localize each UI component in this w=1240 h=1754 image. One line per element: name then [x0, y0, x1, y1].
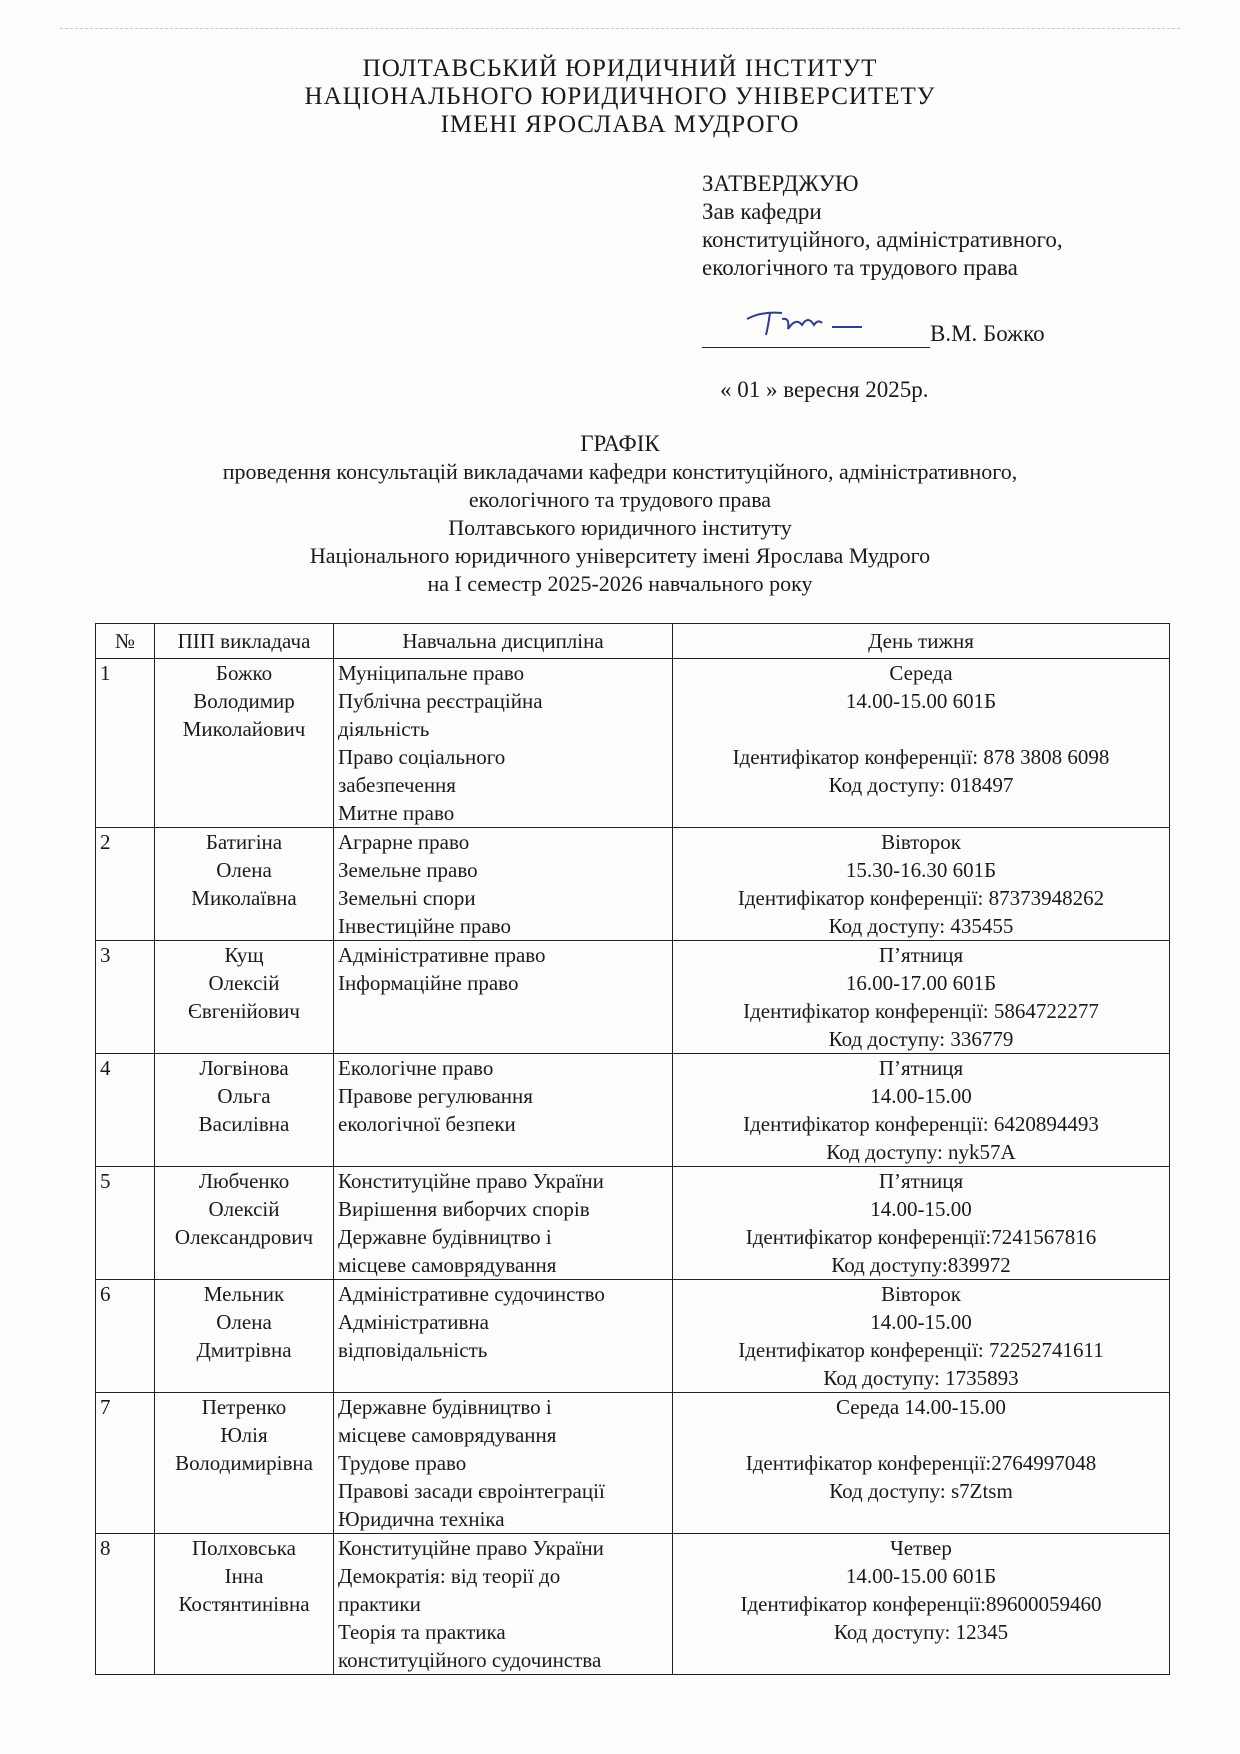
title-line-2: екологічного та трудового права — [468, 487, 772, 512]
discipline-list-line: Правові засади євроінтеграції — [338, 1479, 605, 1503]
teacher-name-line: Божко — [215, 661, 273, 685]
institution-header — [0, 55, 1240, 139]
discipline-list — [334, 659, 673, 828]
signature-line — [702, 320, 1162, 348]
teacher-name-line: Олена — [216, 858, 272, 882]
teacher-name-line: Олексій — [208, 971, 280, 995]
consultation-schedule-table — [95, 623, 1170, 1675]
consultation-schedule-line: Вівторок — [881, 1282, 961, 1306]
consultation-schedule-line: 14.00-15.00 601Б — [845, 1564, 997, 1588]
discipline-list-line: Конституційне право України — [338, 1536, 604, 1560]
consultation-schedule-line: Код доступу: 018497 — [828, 773, 1014, 797]
consultation-schedule-line: П’ятниця — [878, 943, 964, 967]
consultation-schedule-line: Ідентифікатор конференції: 5864722277 — [743, 999, 1099, 1023]
table-row — [96, 1393, 1170, 1534]
title-line-3: Полтавського юридичного інституту — [448, 515, 792, 540]
teacher-name — [155, 828, 334, 941]
header-line-1: ПОЛТАВСЬКИЙ ЮРИДИЧНИЙ ІНСТИТУТ — [362, 55, 878, 82]
header-line-3: ІМЕНІ ЯРОСЛАВА МУДРОГО — [440, 111, 800, 138]
consultation-schedule — [673, 659, 1170, 828]
consultation-schedule-line: 14.00-15.00 — [870, 1310, 972, 1334]
consultation-schedule-line: 14.00-15.00 — [870, 1197, 972, 1221]
discipline-list-line: Публічна реєстраційна — [338, 689, 543, 713]
teacher-name-line: Миколаївна — [191, 886, 297, 910]
document-title — [0, 430, 1240, 598]
discipline-list-line: Муніципальне право — [338, 661, 525, 685]
discipline-list-line: Аграрне право — [338, 830, 470, 854]
discipline-list-line: Право соціального — [338, 745, 506, 769]
consultation-schedule-line: Ідентифікатор конференції:7241567816 — [745, 1225, 1097, 1249]
consultation-schedule-line: Середа — [889, 661, 953, 685]
teacher-name — [155, 659, 334, 828]
consultation-schedule-line — [677, 715, 1165, 743]
teacher-name-line: Полховська — [192, 1536, 296, 1560]
discipline-list — [334, 1167, 673, 1280]
discipline-list-line: відповідальність — [338, 1338, 488, 1362]
consultation-schedule — [673, 828, 1170, 941]
approval-position-2: конституційного, адміністративного, — [702, 227, 1063, 252]
consultation-schedule-line: 15.30-16.30 601Б — [845, 858, 997, 882]
header-line-2: НАЦІОНАЛЬНОГО ЮРИДИЧНОГО УНІВЕРСИТЕТУ — [304, 83, 936, 110]
teacher-name-line: Миколайович — [182, 717, 306, 741]
header-day: День тижня — [673, 624, 1170, 659]
consultation-schedule-line: Ідентифікатор конференції:2764997048 — [745, 1451, 1097, 1475]
consultation-schedule-line: Ідентифікатор конференції:89600059460 — [740, 1592, 1102, 1616]
discipline-list-line: Демократія: від теорії до — [338, 1564, 561, 1588]
discipline-list-line: Юридична техніка — [338, 1507, 505, 1531]
header-teacher: ПІП викладача — [155, 624, 334, 659]
consultation-schedule-line: Ідентифікатор конференції: 6420894493 — [743, 1112, 1099, 1136]
discipline-list-line: місцеве самоврядування — [338, 1423, 557, 1447]
teacher-name — [155, 941, 334, 1054]
discipline-list-line: Адміністративне судочинство — [338, 1282, 605, 1306]
discipline-list-line: Вирішення виборчих спорів — [338, 1197, 590, 1221]
table-header-row — [96, 624, 1170, 659]
consultation-schedule-line: П’ятниця — [878, 1056, 964, 1080]
table-row — [96, 941, 1170, 1054]
consultation-schedule-line: Вівторок — [881, 830, 961, 854]
discipline-list-line: Інформаційне право — [338, 971, 519, 995]
discipline-list-line: практики — [338, 1592, 421, 1616]
table-row — [96, 1167, 1170, 1280]
row-number: 4 — [96, 1054, 155, 1167]
teacher-name-line: Логвінова — [199, 1056, 289, 1080]
consultation-schedule-line: Код доступу: 1735893 — [823, 1366, 1019, 1390]
discipline-list — [334, 1054, 673, 1167]
discipline-list-line: Конституційне право України — [338, 1169, 604, 1193]
table-row — [96, 828, 1170, 941]
teacher-name-line: Ольга — [217, 1084, 271, 1108]
discipline-list — [334, 941, 673, 1054]
teacher-name — [155, 1280, 334, 1393]
discipline-list-line: екологічної безпеки — [338, 1112, 516, 1136]
signatory-name: В.М. Божко — [930, 321, 1045, 346]
approval-date: « 01 » вересня 2025р. — [720, 377, 929, 402]
discipline-list-line: забезпечення — [338, 773, 456, 797]
teacher-name — [155, 1167, 334, 1280]
title-line-1: проведення консультацій викладачами кафедри конституційного, адміністративного, — [222, 459, 1018, 484]
discipline-list-line: Правове регулювання — [338, 1084, 533, 1108]
consultation-schedule-line: 14.00-15.00 601Б — [845, 689, 997, 713]
consultation-schedule — [673, 1167, 1170, 1280]
handwritten-signature-icon — [742, 305, 872, 341]
row-number: 6 — [96, 1280, 155, 1393]
consultation-schedule-line: Код доступу: s7Ztsm — [829, 1479, 1013, 1503]
teacher-name-line: Юлія — [220, 1423, 268, 1447]
title-main: ГРАФІК — [580, 431, 660, 456]
consultation-schedule-line: П’ятниця — [878, 1169, 964, 1193]
consultation-schedule-line: 14.00-15.00 — [870, 1084, 972, 1108]
signature-underline — [702, 321, 930, 348]
table-row — [96, 1280, 1170, 1393]
teacher-name — [155, 1393, 334, 1534]
consultation-schedule-line: 16.00-17.00 601Б — [845, 971, 997, 995]
consultation-schedule-line: Код доступу: 336779 — [828, 1027, 1014, 1051]
discipline-list-line: Адміністративна — [338, 1310, 489, 1334]
consultation-schedule-line: Код доступу: 435455 — [828, 914, 1014, 938]
approval-block — [702, 170, 1162, 404]
header-discipline: Навчальна дисципліна — [334, 624, 673, 659]
discipline-list — [334, 1534, 673, 1675]
teacher-name — [155, 1054, 334, 1167]
consultation-schedule — [673, 941, 1170, 1054]
title-line-4: Національного юридичного університету імені Ярослава Мудрого — [309, 543, 931, 568]
teacher-name-line: Олександрович — [174, 1225, 314, 1249]
row-number: 7 — [96, 1393, 155, 1534]
discipline-list-line: конституційного судочинства — [338, 1648, 602, 1672]
discipline-list-line: Теорія та практика — [338, 1620, 506, 1644]
table-row — [96, 1054, 1170, 1167]
consultation-schedule-line — [677, 1421, 1165, 1449]
discipline-list-line: Інвестиційне право — [338, 914, 512, 938]
discipline-list-line: Державне будівництво і — [338, 1395, 552, 1419]
consultation-schedule-line: Четвер — [890, 1536, 952, 1560]
consultation-schedule — [673, 1534, 1170, 1675]
teacher-name-line: Костянтинівна — [178, 1592, 310, 1616]
teacher-name-line: Володимир — [193, 689, 295, 713]
teacher-name-line: Володимирівна — [175, 1451, 313, 1475]
discipline-list-line: Екологічне право — [338, 1056, 494, 1080]
approval-position-1: Зав кафедри — [702, 199, 822, 224]
title-line-5: на І семестр 2025-2026 навчального року — [427, 571, 813, 596]
row-number: 8 — [96, 1534, 155, 1675]
row-number: 5 — [96, 1167, 155, 1280]
discipline-list-line: місцеве самоврядування — [338, 1253, 557, 1277]
row-number: 2 — [96, 828, 155, 941]
consultation-schedule-line: Код доступу: 12345 — [833, 1620, 1009, 1644]
consultation-schedule-line: Ідентифікатор конференції: 72252741611 — [738, 1338, 1104, 1362]
consultation-schedule — [673, 1280, 1170, 1393]
teacher-name-line: Дмитрівна — [196, 1338, 292, 1362]
discipline-list-line: Земельні спори — [338, 886, 476, 910]
discipline-list-line: діяльність — [338, 717, 430, 741]
teacher-name-line: Євгенійович — [188, 999, 300, 1023]
teacher-name-line: Олексій — [208, 1197, 280, 1221]
teacher-name-line: Любченко — [198, 1169, 290, 1193]
discipline-list — [334, 1393, 673, 1534]
teacher-name-line: Інна — [224, 1564, 264, 1588]
approval-position-3: екологічного та трудового права — [702, 255, 1018, 280]
consultation-schedule — [673, 1054, 1170, 1167]
teacher-name-line: Батигіна — [205, 830, 283, 854]
consultation-schedule-line: Код доступу: nyk57A — [826, 1140, 1016, 1164]
discipline-list-line: Адміністративне право — [338, 943, 546, 967]
discipline-list-line: Земельне право — [338, 858, 478, 882]
teacher-name — [155, 1534, 334, 1675]
row-number: 1 — [96, 659, 155, 828]
discipline-list-line: Митне право — [338, 801, 455, 825]
row-number: 3 — [96, 941, 155, 1054]
consultation-schedule-line: Середа 14.00-15.00 — [836, 1395, 1006, 1419]
header-num: № — [96, 624, 155, 659]
consultation-schedule-line: Код доступу:839972 — [831, 1253, 1011, 1277]
table-row — [96, 1534, 1170, 1675]
teacher-name-line: Василівна — [198, 1112, 290, 1136]
discipline-list — [334, 828, 673, 941]
teacher-name-line: Кущ — [224, 943, 264, 967]
discipline-list-line: Трудове право — [338, 1451, 467, 1475]
approval-title: ЗАТВЕРДЖУЮ — [702, 171, 859, 196]
consultation-schedule-line: Ідентифікатор конференції: 878 3808 6098 — [732, 745, 1110, 769]
teacher-name-line: Олена — [216, 1310, 272, 1334]
teacher-name-line: Мельник — [203, 1282, 285, 1306]
consultation-schedule-line: Ідентифікатор конференції: 87373948262 — [737, 886, 1105, 910]
table-row — [96, 659, 1170, 828]
teacher-name-line: Петренко — [201, 1395, 287, 1419]
discipline-list-line: Державне будівництво і — [338, 1225, 552, 1249]
consultation-schedule — [673, 1393, 1170, 1534]
scan-edge — [60, 28, 1180, 35]
discipline-list — [334, 1280, 673, 1393]
